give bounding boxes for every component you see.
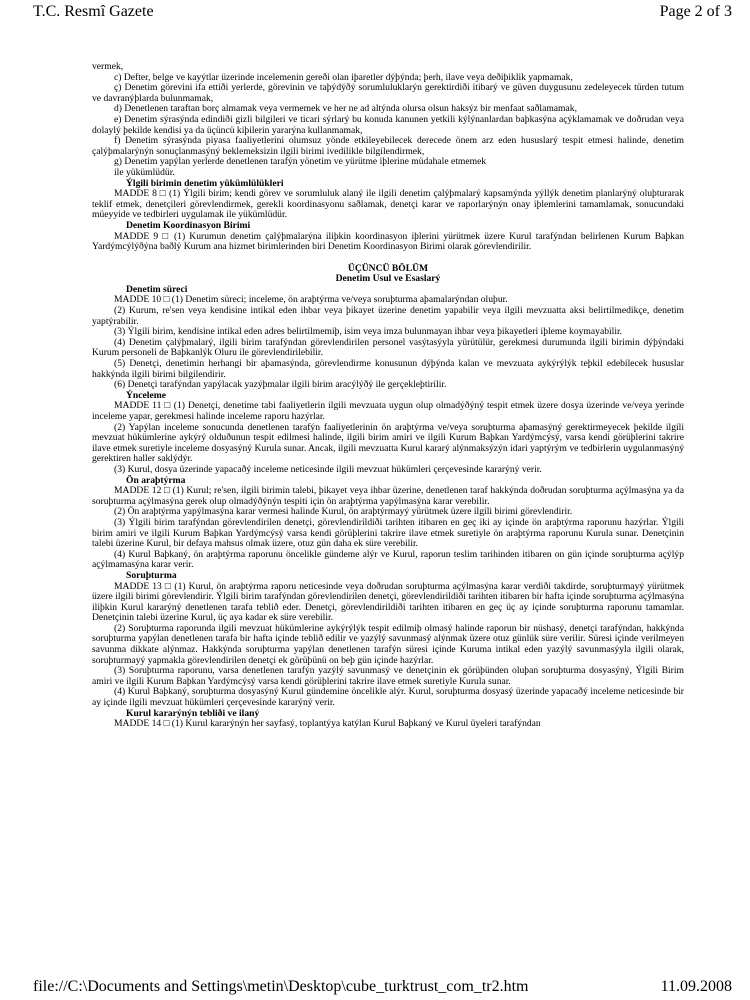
section-title: ÜÇÜNCÜ BÖLÜM <box>347 262 429 274</box>
paragraph: e) Denetim sýrasýnda edindiði gizli bilgileri ve ticari sýrlarý bu konuda kanunen yetkili kýlýnanlardan baþkasýna açýklamamak ve doðrudan veya dolaylý þekilde kendisi ya da üçüncü kiþilerin yararýna kullanmamak, <box>92 113 684 136</box>
paragraph: MADDE 12 □ (1) Kurul; re'sen, ilgili birimin talebi, þikayet veya ihbar üzerine, denetlenen taraf hakkýnda doðrudan soruþturma açýlmasýna ya da soruþturma açýlmasýna gerek olup olmadýðýnýn tespiti için ön araþtýrma yapýlmasýna karar verebilir. <box>92 485 684 507</box>
footer-date: 11.09.2008 <box>660 978 732 995</box>
paragraph: (2) Kurum, re'sen veya kendisine intikal eden ihbar veya þikayet üzerine denetim yapabilir veya ilgili mevzuatta aksi belirtilmedikçe, denetim yaptýrabilir. <box>92 305 684 327</box>
paragraph: vermek, <box>92 61 124 72</box>
header-source: T.C. Resmî Gazete <box>33 3 154 20</box>
paragraph: d) Denetlenen taraftan borç almamak veya vermemek ve her ne ad altýnda olursa olsun haksýz bir menfaat saðlamamak, <box>114 103 577 115</box>
paragraph: (2) Ön araþtýrma yapýlmasýna karar vermesi halinde Kurul, ön araþtýrmayý yürütmek üzere ilgili birimi görevlendirir. <box>114 506 573 518</box>
document-body <box>92 62 684 730</box>
paragraph: (3) Soruþturma raporunu, varsa denetlenen tarafýn yazýlý savunmasý ve denetçinin ek görüþünden oluþan soruþturma dosyasýný, Ýlgili Birim amiri ve ilgili Kurum Baþkan Yardýmcýsý varsa kendi görüþlerini takrire ilave etmek suretiyle Kurula sunar. <box>92 665 684 687</box>
article-heading: Denetim süreci <box>126 283 188 295</box>
article-heading: Denetim Koordinasyon Birimi <box>126 219 251 231</box>
paragraph: MADDE 13 □ (1) Kurul, ön araþtýrma raporu neticesinde veya doðrudan soruþturma açýlmasýna karar verdiði takdirde, soruþturmayý yürütmek üzere ilgili birimi görevlendirir. Ýlgili birim tarafýndan görevlendirilen denetçi, görevlendirildiði tarihten itibaren bir hafta içinde soruþturma açýlmasýna iliþkin Kurul kararýný denetlenen tarafa teblið eder. Denetçi, görevlendirildiði tarihten itibaren en geç üç ay içinde soruþturma raporunu tamamlar. Denetçinin talebi üzerine Kurul, üç aya kadar ek süre verebilir. <box>92 580 684 624</box>
paragraph: ile yükümlüdür. <box>114 166 175 178</box>
paragraph: MADDE 14 □ (1) Kurul kararýnýn her sayfasý, toplantýya katýlan Kurul Baþkaný ve Kurul üyeleri tarafýndan <box>114 718 541 730</box>
paragraph: c) Defter, belge ve kayýtlar üzerinde incelemenin gereði olan iþaretler dýþýnda; þerh, ilave veya deðiþiklik yapmamak, <box>114 71 573 83</box>
paragraph: (5) Denetçi, denetimin herhangi bir aþamasýnda, görevlendirme konusunun dýþýnda kalan ve mevzuata aykýrýlýk teþkil edebilecek hususlar hakkýnda ilgili birimi bilgilendirir. <box>92 358 684 380</box>
paragraph: MADDE 11 □ (1) Denetçi, denetime tabi faaliyetlerin ilgili mevzuata uygun olup olmadýðýný tespit etmek üzere dosya üzerinde ve/veya yerinde inceleme yapar, gerekmesi halinde inceleme raporu hazýrlar. <box>92 400 684 422</box>
article-heading: Ýlgili birimin denetim yükümlülükleri <box>126 177 284 189</box>
paragraph: ç) Denetim görevini ifa ettiði yerlerde, görevinin ve taþýdýðý sorumluluklarýn gerektirdiði itibarý ve güven duygusunu zedeleyecek türden tutum ve davranýþlarda bulunmamak, <box>92 82 684 104</box>
paragraph: MADDE 8 □ (1) Ýlgili birim; kendi görev ve sorumluluk alaný ile ilgili denetim çalýþmalarý kapsamýnda yýllýk denetim planlarýný oluþturarak teklif etmek, denetçileri görevlendirmek, gerekli koordinasyonu saðlamak, denetçi karar ve raporlarýnýn onay iþlemlerini tamamlamak, sonucundaki müeyyide ve tedbirleri uygulamak ile yükümlüdür. <box>92 188 684 221</box>
paragraph: f) Denetim sýrasýnda piyasa faaliyetlerini olumsuz yönde etkileyebilecek derecede önem arz eden hususlarý tespit etmesi halinde, denetim çalýþmalarýnýn sonuçlanmasýný beklemeksizin ilgili birimi ivedilikle bilgilendirmek, <box>92 135 684 157</box>
article-heading: Soruþturma <box>126 569 177 581</box>
paragraph: MADDE 10 □ (1) Denetim süreci; inceleme, ön araþtýrma ve/veya soruþturma aþamalarýndan oluþur. <box>114 294 508 306</box>
paragraph: (6) Denetçi tarafýndan yapýlacak yazýþmalar ilgili birim aracýlýðý ile gerçekleþtirilir. <box>114 379 447 391</box>
article-heading: Ön araþtýrma <box>126 474 186 486</box>
paragraph: (3) Ýlgili birim tarafýndan görevlendirilen denetçi, görevlendirildiði tarihten itibaren en geç iki ay içinde ön araþtýrma raporunu hazýrlar. Ýlgili birim amiri ve ilgili Kurum Baþkan Yardýmcýsý varsa kendi görüþlerini takrire ilave etmek suretiyle ön araþtýrma raporunu Kurula sunar. Denetçinin talebi üzerine Kurul, bir defaya mahsus olmak üzere, otuz gün daha ek süre verebilir. <box>92 516 684 550</box>
paragraph: (2) Yapýlan inceleme sonucunda denetlenen tarafýn faaliyetlerinin ön araþtýrma ve/veya soruþturma aþamasýný gerektirmeyecek þekilde ilgili mevzuat hükümlerine aykýrý olduðunun tespit edilmesi halinde, ilgili birim amiri ve ilgili Kurum Baþkan Yardýmcýsý, varsa kendi görüþlerini takrire ilave etmek suretiyle inceleme dosyasýný Kurula sunar. Ancak, ilgili mevzuatta Kurul kararý alýnmaksýzýn idari yaptýrým ve tedbirlerin uygulanmasýný gerektiren haller saklýdýr. <box>92 421 684 465</box>
paragraph: (4) Kurul Baþkaný, ön araþtýrma raporunu öncelikle gündeme alýr ve Kurul, raporun teslim tarihinden itibaren on gün içinde soruþturma açýlýp açýlmamasýna karar verir. <box>92 548 684 571</box>
paragraph: (3) Ýlgili birim, kendisine intikal eden adres belirtilmemiþ, isim veya imza bulunmayan ihbar veya þikayetleri iþleme koymayabilir. <box>114 326 623 338</box>
paragraph: g) Denetim yapýlan yerlerde denetlenen tarafýn yönetim ve yürütme iþlerine müdahale etmemek <box>114 156 487 168</box>
paragraph: MADDE 9 □ (1) Kurumun denetim çalýþmalarýna iliþkin koordinasyon iþlerini yürütmek üzere Kurul tarafýndan belirlenen Kurum Baþkan Yardýmcýlýðýna baðlý Kurum ana hizmet birimlerinden biri Denetim Koordinasyon Birimi olarak görevlendirilir. <box>92 230 684 253</box>
paragraph: (2) Soruþturma raporunda ilgili mevzuat hükümlerine aykýrýlýk tespit edilmiþ olmasý halinde raporun bir nüshasý, denetçi tarafýndan, hakkýnda soruþturma yapýlan denetlenen tarafa bir hafta içinde teblið edilir ve yazýlý savunmasý alýnmak üzere otuz günlük süre verilir. Süresi içinde verilmeyen savunma dikkate alýnmaz. Hakkýnda soruþturma yapýlan denetlenen tarafýn süresi içinde Kuruma intikal eden yazýlý savunmasýyla ilgili olarak, soruþturmayý yapmakla görevlendirilen denetçi ek görüþünü on beþ gün içinde hazýrlar. <box>92 622 684 666</box>
paragraph: (4) Denetim çalýþmalarý, ilgili birim tarafýndan görevlendirilen personel vasýtasýyla yürütülür, gerekmesi durumunda ilgili birimin dýþýndaki Kurum personeli de Baþkanlýk Oluru ile görevlendirilebilir. <box>92 336 684 359</box>
footer-file-path: file://C:\Documents and Settings\metin\Desktop\cube_turktrust_com_tr2.htm <box>33 978 529 995</box>
article-heading: Kurul kararýnýn tebliði ve ilaný <box>126 707 260 719</box>
paragraph: (4) Kurul Baþkaný, soruþturma dosyasýný Kurul gündemine öncelikle alýr. Kurul, soruþturma dosyasý üzerinde yapacaðý inceleme neticesinde bir ay içinde ilgili mevzuat hükümleri çerçevesinde kararýný verir. <box>92 686 684 709</box>
article-heading: Ýnceleme <box>126 389 166 401</box>
section-subtitle: Denetim Usul ve Esaslarý <box>335 273 441 285</box>
header-page-number: Page 2 of 3 <box>659 3 732 20</box>
paragraph: (3) Kurul, dosya üzerinde yapacaðý inceleme neticesinde ilgili mevzuat hükümleri çerçevesinde kararýný verir. <box>114 463 542 475</box>
